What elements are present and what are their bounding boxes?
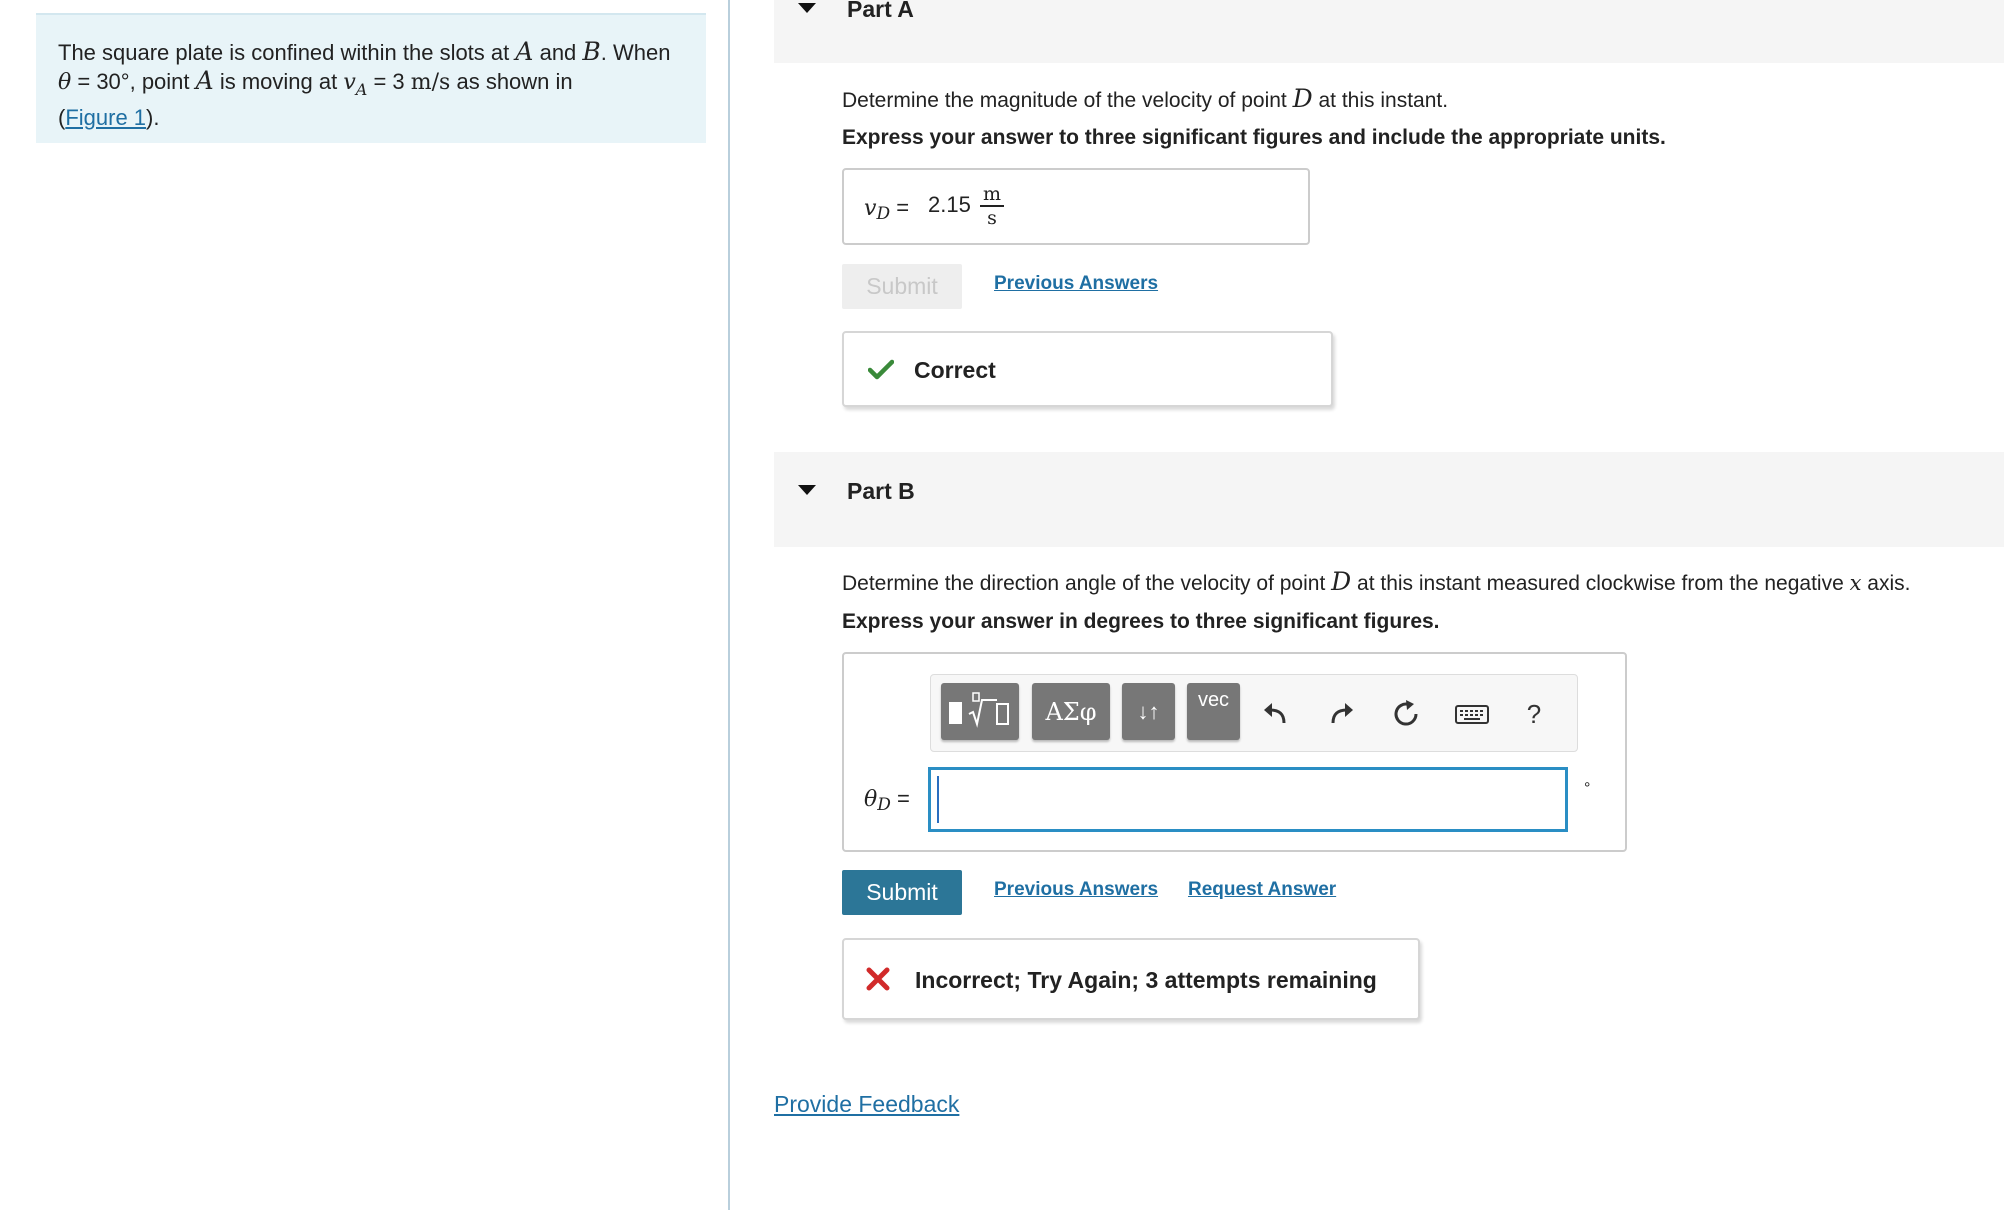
problem-text: The square plate is confined within the slots at	[58, 40, 510, 65]
theta-symbol: θ	[58, 70, 72, 95]
part-a-title: Part A	[847, 0, 914, 22]
prompt-text: Determine the magnitude of the velocity of point	[842, 89, 1287, 112]
prompt-text: axis.	[1867, 572, 1911, 595]
velocity-units: m/s	[410, 70, 451, 95]
label-eq: =	[890, 195, 910, 220]
part-b-header[interactable]	[774, 452, 2004, 547]
part-b-instruction: Express your answer in degrees to three significant figures.	[842, 610, 1440, 633]
theta-value: = 30°	[71, 69, 130, 94]
feedback-message: Correct	[914, 357, 996, 383]
prompt-text: at this instant.	[1318, 89, 1449, 112]
reset-icon[interactable]	[1390, 695, 1424, 733]
problem-text: and	[539, 40, 577, 65]
problem-text: , point	[129, 69, 190, 94]
provide-feedback-link[interactable]: Provide Feedback	[774, 1091, 960, 1117]
var-a: A	[515, 37, 534, 66]
collapse-caret-icon[interactable]	[798, 485, 816, 495]
part-b-prompt	[842, 567, 1910, 596]
var-d: D	[1292, 84, 1313, 113]
templates-button[interactable]	[941, 683, 1019, 740]
problem-text: as shown in	[450, 69, 573, 94]
paren: ).	[146, 105, 160, 130]
undo-icon[interactable]	[1258, 695, 1292, 733]
part-a-submit-button: Submit	[842, 264, 962, 309]
prompt-text: Determine the direction angle of the velocity of point	[842, 572, 1326, 595]
feedback-message: Incorrect; Try Again; 3 attempts remaining	[915, 967, 1377, 993]
velocity-symbol: v	[343, 70, 356, 95]
var-x: x	[1849, 571, 1862, 595]
var-a: A	[195, 66, 214, 95]
problem-text: is moving at	[219, 69, 338, 94]
request-answer-link[interactable]: Request Answer	[1188, 879, 1337, 900]
prompt-text: at this instant measured clockwise from the negative	[1357, 572, 1844, 595]
templates-icon	[945, 692, 1015, 732]
answer-units	[980, 184, 1004, 228]
part-a-prompt	[842, 84, 1448, 113]
label-var: θ	[864, 787, 878, 812]
text-cursor	[937, 776, 939, 823]
answer-label	[864, 195, 909, 224]
subscript-superscript-button[interactable]: ↓↑	[1122, 683, 1175, 740]
unit-denominator: s	[987, 206, 997, 229]
var-b: B	[582, 37, 601, 66]
label-sub: D	[877, 795, 891, 815]
answer-label	[864, 786, 910, 815]
redo-icon[interactable]	[1325, 695, 1359, 733]
part-b-answer-box	[842, 652, 1627, 852]
problem-text: . When	[600, 40, 671, 65]
label-var: v	[864, 196, 877, 221]
part-b-previous-answers-link[interactable]: Previous Answers	[994, 879, 1159, 900]
part-b-title: Part B	[847, 478, 915, 504]
incorrect-x-icon	[866, 967, 890, 991]
collapse-caret-icon[interactable]	[798, 3, 816, 13]
angle-answer-input[interactable]	[928, 767, 1568, 832]
answer-value: 2.15	[928, 192, 971, 217]
help-icon[interactable]: ?	[1526, 698, 1542, 729]
panel-divider	[728, 0, 730, 1210]
vector-button[interactable]: vec	[1187, 683, 1240, 740]
part-b-submit-button[interactable]: Submit	[842, 870, 962, 915]
paren: (	[58, 105, 66, 130]
greek-symbols-button[interactable]: ΑΣφ	[1032, 683, 1110, 740]
part-a-previous-answers-link[interactable]: Previous Answers	[994, 273, 1159, 294]
part-b-feedback	[842, 938, 1420, 1020]
velocity-subscript: A	[355, 80, 368, 99]
checkmark-icon	[868, 359, 894, 381]
keyboard-icon[interactable]	[1453, 695, 1491, 733]
figure-link[interactable]: Figure 1	[65, 105, 147, 130]
degree-unit: °	[1584, 780, 1591, 797]
velocity-value: = 3	[367, 69, 411, 94]
var-d: D	[1331, 567, 1352, 596]
problem-statement	[36, 13, 706, 143]
part-a-feedback	[842, 331, 1333, 407]
part-a-header[interactable]	[774, 0, 2004, 63]
label-eq: =	[890, 786, 910, 811]
part-a-instruction: Express your answer to three significant figures and include the appropriate units.	[842, 126, 1666, 149]
math-toolbar	[930, 674, 1578, 752]
label-sub: D	[876, 204, 891, 224]
unit-numerator: m	[982, 183, 1002, 205]
part-a-answer-box	[842, 168, 1310, 245]
